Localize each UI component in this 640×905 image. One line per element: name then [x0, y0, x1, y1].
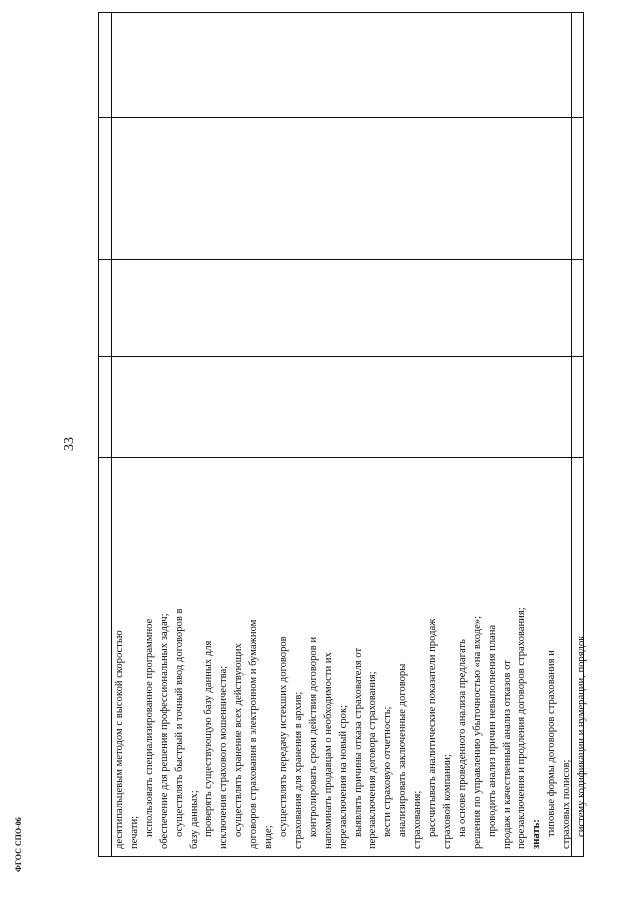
- content-line: договоров страхования в электронном и бумажном: [248, 619, 260, 849]
- page-number: 33: [62, 437, 77, 451]
- content-line: осуществлять быстрый и точный ввод договоров в: [173, 608, 185, 837]
- content-line: проверять существующую базу данных для: [203, 640, 215, 837]
- table-row-divider-1: [99, 117, 583, 118]
- content-line: обеспечение для решения профессиональных задач;: [158, 613, 170, 849]
- content-line: перезаключения на новый срок;: [337, 704, 349, 849]
- footer-label: ФГОС СПО-06: [14, 817, 23, 872]
- content-line: вести страховую отчетность;: [382, 706, 394, 837]
- content-line: выявлять причины отказа страхователя от: [352, 647, 364, 837]
- content-line: решения по управлению убыточностью «на входе»;: [471, 615, 483, 849]
- content-line: осуществлять передачу истекших договоров: [277, 636, 289, 837]
- content-line: на основе проведенного анализа предлагать: [456, 639, 468, 837]
- content-line: виде;: [263, 825, 275, 849]
- content-line: исключения страхового мошенничества;: [218, 665, 230, 849]
- content-line: использовать специализированное программное: [143, 618, 155, 837]
- table-row-divider-2: [99, 259, 583, 260]
- content-line: систему кодификации и нумерации, порядок: [576, 635, 588, 837]
- content-line: рассчитывать аналитические показатели продаж: [427, 618, 439, 837]
- content-line: перезаключения и продления договоров страхования;: [516, 607, 528, 849]
- table-col-divider-left: [111, 13, 112, 856]
- content-line: напоминать продавцам о необходимости их: [322, 652, 334, 849]
- table-row-divider-3: [99, 356, 583, 357]
- content-line: страховой компании;: [441, 754, 453, 849]
- content-line: страхования для хранения в архив;: [292, 691, 304, 849]
- content-line: осуществлять хранение всех действующих: [233, 643, 245, 837]
- content-line: десятипальцевым методом с высокой скоростью: [114, 630, 125, 849]
- content-line: базу данных;: [188, 790, 200, 849]
- table-row-divider-4: [99, 457, 583, 458]
- competency-cell: [113, 459, 588, 849]
- competency-text: [113, 459, 588, 849]
- content-line: продаж и качественный анализ отказов от: [501, 660, 513, 849]
- content-line: знать:: [531, 819, 543, 849]
- content-line: перезаключения договора страхования;: [367, 671, 379, 849]
- content-line: страхования;: [412, 790, 424, 849]
- content-line: печати;: [128, 815, 140, 849]
- content-line: проводить анализ причин невыполнения плана: [486, 624, 498, 837]
- content-line: типовые формы договоров страхования и: [546, 650, 558, 837]
- content-line: страховых полисов;: [561, 759, 573, 849]
- content-line: анализировать заключенные договоры: [397, 663, 409, 837]
- content-line: контролировать сроки действия договоров и: [307, 637, 319, 837]
